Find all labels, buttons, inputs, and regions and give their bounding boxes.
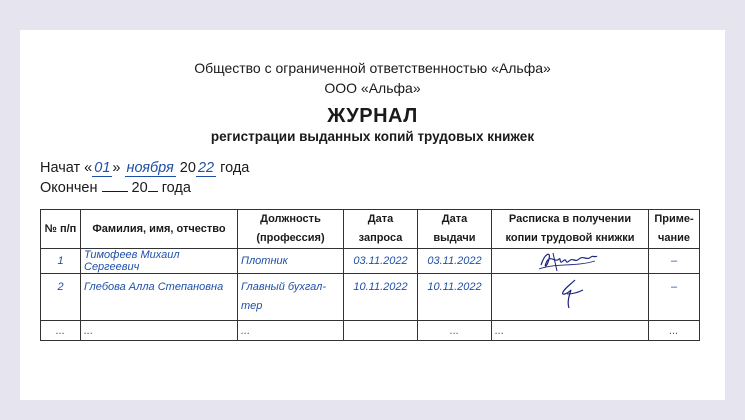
- row-number: ...: [41, 321, 81, 341]
- ended-blank-year: [148, 179, 158, 192]
- row-issue-date: ...: [418, 321, 492, 341]
- row-receipt: [492, 249, 649, 274]
- row-number: 2: [41, 274, 81, 321]
- row-name: Тимофеев Михаил Сергеевич: [81, 249, 238, 274]
- table-header-row: [41, 210, 700, 249]
- started-suffix: года: [216, 160, 250, 176]
- row-receipt: [492, 274, 649, 321]
- started-mid: »: [112, 160, 125, 176]
- journal-title: ЖУРНАЛ: [327, 105, 418, 127]
- torn-edge: [20, 380, 725, 404]
- row-name: ...: [81, 321, 238, 341]
- table-row: [41, 249, 700, 274]
- organization-short-name: ООО «Альфа»: [324, 80, 421, 96]
- row-request-date: [344, 321, 418, 341]
- row-issue-date: 10.11.2022: [418, 274, 492, 321]
- header-number: № п/п: [41, 210, 81, 249]
- row-receipt: ...: [492, 321, 649, 341]
- row-note: –: [649, 274, 700, 321]
- header-name: Фамилия, имя, отчество: [81, 210, 238, 249]
- started-year-end: 22: [197, 160, 215, 176]
- row-request-date: 03.11.2022: [344, 249, 418, 274]
- started-month: ноября: [126, 160, 174, 176]
- signature-timofeev: [535, 249, 605, 273]
- header-receipt: Расписка в получении копии трудовой книжки: [492, 210, 649, 249]
- organization-full-name: Общество с ограниченной ответственностью «Альфа»: [194, 60, 551, 76]
- table-row: [41, 274, 700, 321]
- row-position: Плотник: [238, 249, 344, 274]
- ended-blank-day: [102, 179, 128, 192]
- ended-line: [40, 179, 191, 196]
- row-issue-date: 03.11.2022: [418, 249, 492, 274]
- signature-glebova: [545, 278, 595, 312]
- row-note: –: [649, 249, 700, 274]
- ended-year-prefix: 20: [127, 180, 148, 196]
- row-position: Главный бухгал-тер: [238, 274, 344, 321]
- row-number: 1: [41, 249, 81, 274]
- header-issue-date: Дата выдачи: [418, 210, 492, 249]
- row-position: ...: [238, 321, 344, 341]
- started-line: [40, 160, 249, 176]
- started-prefix: Начат «: [40, 160, 93, 176]
- ended-prefix: Окончен: [40, 180, 102, 196]
- started-year-start: 20: [175, 160, 196, 176]
- journal-table: [40, 209, 700, 341]
- header-note: Приме-чание: [649, 210, 700, 249]
- ended-suffix: года: [157, 180, 191, 196]
- table-row: [41, 321, 700, 341]
- header-position: Должность (профессия): [238, 210, 344, 249]
- started-day: 01: [94, 160, 111, 176]
- row-name: Глебова Алла Степановна: [81, 274, 238, 321]
- row-request-date: 10.11.2022: [344, 274, 418, 321]
- header-request-date: Дата запроса: [344, 210, 418, 249]
- row-note: ...: [649, 321, 700, 341]
- journal-subtitle: регистрации выданных копий трудовых книжек: [210, 129, 535, 144]
